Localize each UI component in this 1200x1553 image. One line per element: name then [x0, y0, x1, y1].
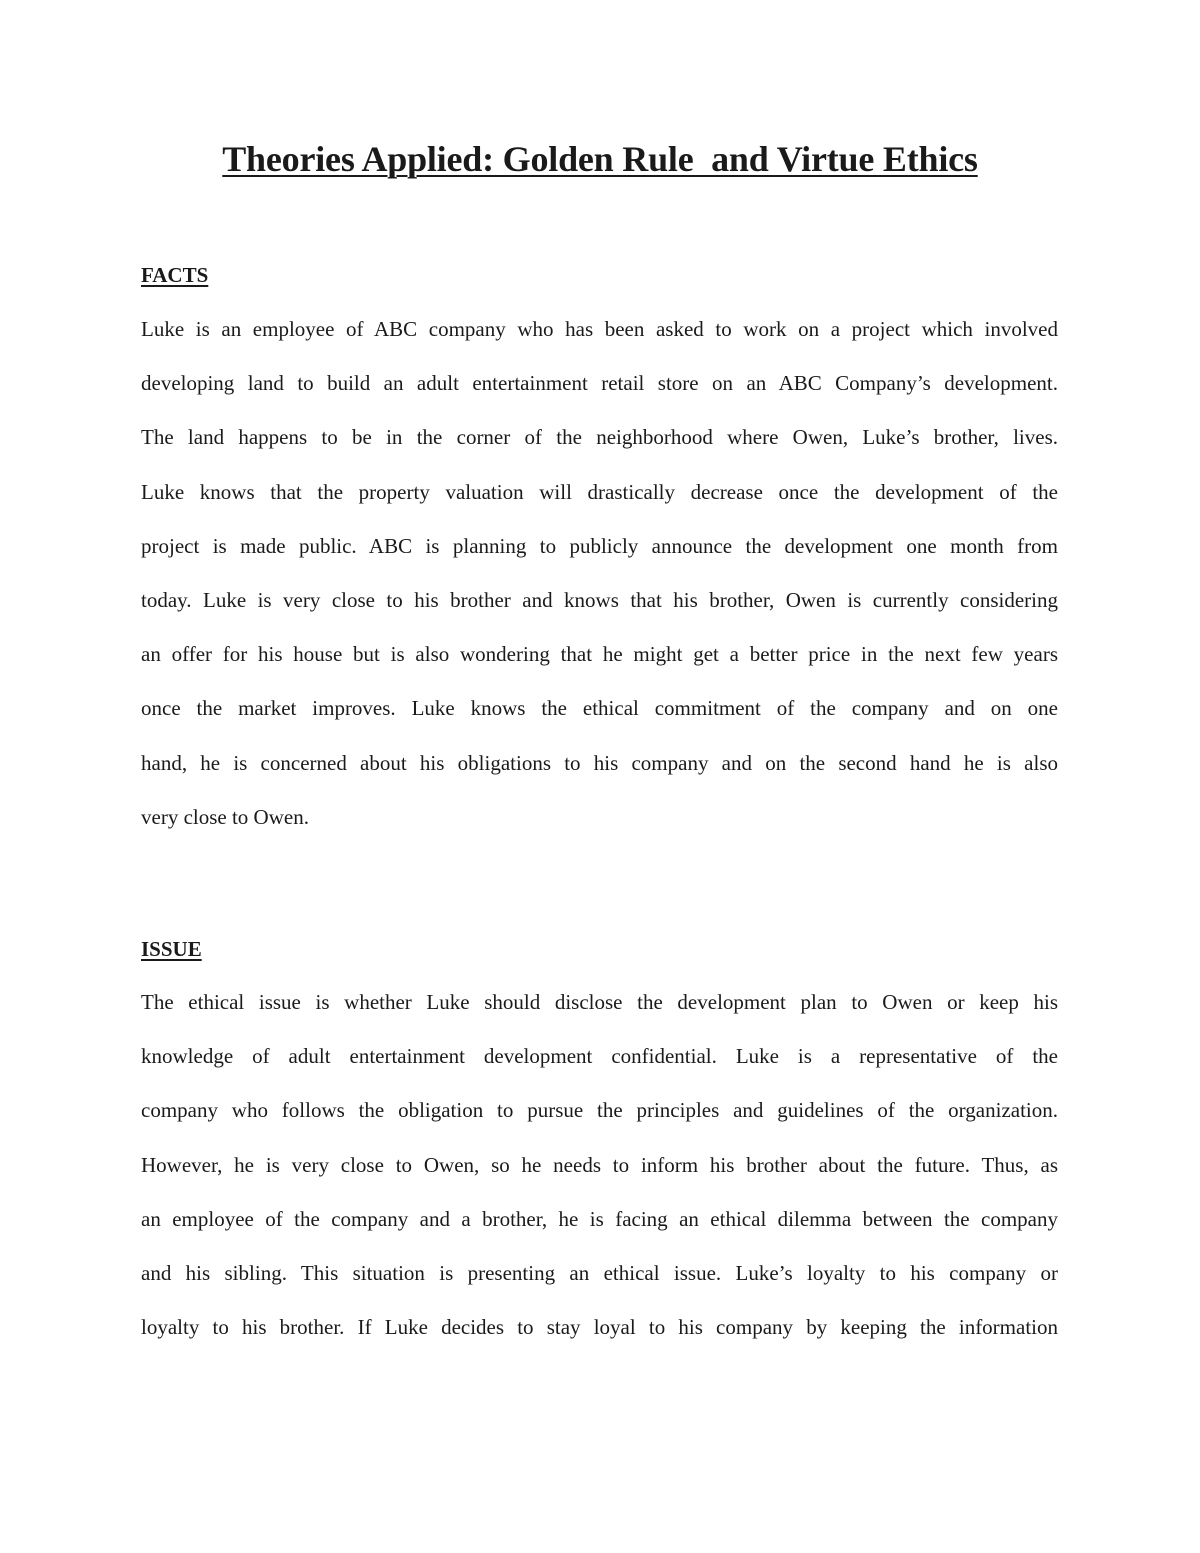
paragraph-line: an employee of the company and a brother, he is facing an ethical dilemma between the company — [141, 1206, 1058, 1231]
facts-section — [141, 262, 1058, 844]
paragraph-line: However, he is very close to Owen, so he needs to inform his brother about the future. Thus, as — [141, 1152, 1058, 1177]
paragraph-line: project is made public. ABC is planning to publicly announce the development one month from — [141, 533, 1058, 558]
paragraph-line: The ethical issue is whether Luke should disclose the development plan to Owen or keep his — [141, 990, 1058, 1014]
issue-paragraph — [141, 975, 1058, 1354]
paragraph-line: very close to Owen. — [141, 804, 309, 829]
facts-heading: FACTS — [141, 263, 209, 287]
paragraph-line: loyalty to his brother. If Luke decides to stay loyal to his company by keeping the information — [141, 1315, 1058, 1340]
paragraph-line: an offer for his house but is also wondering that he might get a better price in the next few years — [141, 642, 1058, 667]
issue-heading: ISSUE — [141, 937, 202, 961]
paragraph-line: today. Luke is very close to his brother and knows that his brother, Owen is currently considering — [141, 588, 1058, 613]
issue-section — [141, 936, 1058, 1354]
document-title: Theories Applied: Golden Rule and Virtue Ethics — [222, 139, 978, 179]
paragraph-line: hand, he is concerned about his obligations to his company and on the second hand he is also — [141, 750, 1058, 775]
paragraph-line: knowledge of adult entertainment development confidential. Luke is a representative of the — [141, 1044, 1058, 1069]
paragraph-line: once the market improves. Luke knows the ethical commitment of the company and on one — [141, 696, 1058, 721]
paragraph-line: Luke knows that the property valuation will drastically decrease once the development of the — [141, 479, 1058, 504]
paragraph-line: company who follows the obligation to pursue the principles and guidelines of the organization. — [141, 1098, 1058, 1123]
paragraph-line: developing land to build an adult entertainment retail store on an ABC Company’s development. — [141, 371, 1058, 396]
paragraph-line: Luke is an employee of ABC company who has been asked to work on a project which involved — [141, 317, 1058, 341]
paragraph-line: The land happens to be in the corner of the neighborhood where Owen, Luke’s brother, lives. — [141, 425, 1058, 450]
paragraph-line: and his sibling. This situation is presenting an ethical issue. Luke’s loyalty to his company or — [141, 1261, 1058, 1286]
facts-paragraph — [141, 302, 1058, 844]
